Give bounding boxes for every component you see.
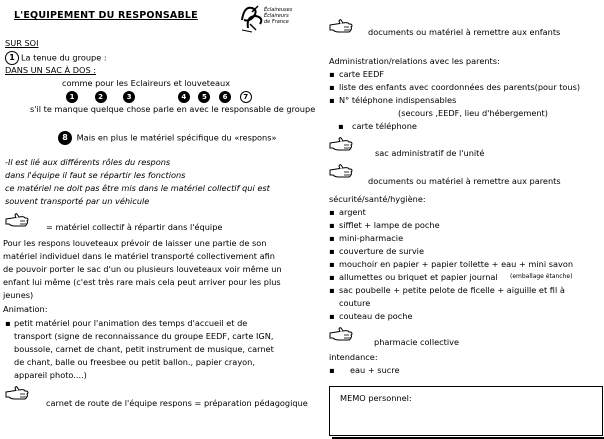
paragraph-line: matériel individuel dans le matériel transporté collectivement afin xyxy=(3,251,275,261)
bullet-icon: ▪ xyxy=(329,272,335,282)
securite-item: mouchoir en papier + papier toilette + eau + mini savon xyxy=(339,259,574,269)
page-title: L'EQUIPEMENT DU RESPONSABLE xyxy=(14,10,198,21)
admin-item: N° téléphone indispensables xyxy=(339,95,457,105)
memo-box[interactable] xyxy=(329,386,603,436)
carte-tel: carte téléphone xyxy=(352,121,417,131)
italic-line: souvent transporté par un véhicule xyxy=(5,196,150,206)
logo-text-line: Éclaireuses xyxy=(264,7,293,13)
number-badge: 7 xyxy=(240,91,252,103)
bullet-icon: ▪ xyxy=(5,318,11,328)
number-badge: 5 xyxy=(198,91,210,103)
hand-icon xyxy=(329,326,353,345)
paragraph-line: Pour les respons louveteaux prévoir de laisser une partie de son xyxy=(3,238,267,248)
logo-text-line: de France xyxy=(264,19,289,25)
paragraph-line: enfant lui même (c'est très rare mais cela peut arriver pour les plus xyxy=(3,277,281,287)
emballage-note: (emballage étanche) xyxy=(510,273,573,280)
hand-icon xyxy=(329,136,353,155)
docs-parents-label: documents ou matériel à remettre aux parents xyxy=(368,176,561,186)
paragraph-line: jeunes) xyxy=(3,290,34,300)
animation-item-line: boussole, carnet de chant, petit instrument de musique, carnet xyxy=(14,344,274,354)
bullet-icon: ▪ xyxy=(329,82,335,92)
sac-admin-label: sac administratif de l'unité xyxy=(375,148,485,158)
bullet-icon: ▪ xyxy=(329,259,335,269)
animation-item-line: de chant, balle ou freesbee ou petit ballon., papier crayon, xyxy=(14,357,255,367)
memo-label: MEMO personnel: xyxy=(340,393,412,403)
animation-item-line: petit matériel pour l'animation des temps d'accueil et de xyxy=(14,318,248,328)
tenue-line xyxy=(5,51,107,65)
intendance-item: eau + sucre xyxy=(350,365,400,375)
securite-heading: sécurité/santé/hygiène: xyxy=(329,194,426,204)
number-badge: 6 xyxy=(219,91,231,103)
number-badge: 1 xyxy=(5,51,19,65)
bullet-icon: ▪ xyxy=(329,365,335,375)
carnet-label: carnet de route de l'équipe respons = préparation pédagogique xyxy=(46,398,308,408)
collectif-label: = matériel collectif à répartir dans l'équipe xyxy=(46,222,223,232)
number-badge: 8 xyxy=(58,131,72,145)
securite-item: couteau de poche xyxy=(339,311,413,321)
si-te-manque-text: s'il te manque quelque chose parle en avec le responsable de groupe xyxy=(30,104,316,114)
admin-item: carte EEDF xyxy=(339,69,385,79)
animation-item-line: transport (signe de reconnaissance du groupe EEDF, carte IGN, xyxy=(14,331,274,341)
number-badge: 1 xyxy=(66,91,78,103)
securite-item: mini-pharmacie xyxy=(339,233,404,243)
mais-en-plus-text: Mais en plus le matériel spécifique du «respons» xyxy=(76,132,277,143)
comme-pour-text: comme pour les Eclaireurs et louveteaux xyxy=(62,78,231,88)
logo-text-line: Éclaireurs xyxy=(264,13,289,19)
bullet-icon: ▪ xyxy=(338,121,344,131)
pharmacie-label: pharmacie collective xyxy=(374,337,460,347)
bullet-icon: ▪ xyxy=(329,69,335,79)
sac-a-dos-heading: DANS UN SAC À DOS : xyxy=(5,65,97,75)
paragraph-line: de pouvoir porter le sac d'un ou plusieurs louveteaux voir même un xyxy=(3,264,282,274)
italic-line: -Il est lié aux différents rôles du respons xyxy=(5,157,171,167)
bullet-icon: ▪ xyxy=(329,95,335,105)
animation-heading: Animation: xyxy=(3,304,48,314)
bullet-icon: ▪ xyxy=(329,285,335,295)
number-badge: 4 xyxy=(178,91,190,103)
animation-item-line: appareil photo....) xyxy=(14,370,87,380)
bullet-icon: ▪ xyxy=(329,246,335,256)
docs-enfants-label: documents ou matériel à remettre aux enfants xyxy=(368,27,561,37)
italic-line: ce matériel ne doit pas être mis dans le matériel collectif qui est xyxy=(5,183,270,193)
bullet-icon: ▪ xyxy=(329,220,335,230)
admin-item: liste des enfants avec coordonnées des parents(pour tous) xyxy=(339,82,581,92)
intendance-heading: intendance: xyxy=(329,352,378,362)
hand-icon xyxy=(5,212,29,231)
bullet-icon: ▪ xyxy=(329,207,335,217)
number-badge: 3 xyxy=(123,91,135,103)
eedf-logo xyxy=(238,2,294,34)
circled-numbers-row xyxy=(66,91,254,103)
securite-item: argent xyxy=(339,207,366,217)
mais-en-plus-line xyxy=(58,131,277,145)
hand-icon xyxy=(329,18,353,37)
italic-line: dans l'équipe il faut se répartir les fonctions xyxy=(5,170,186,180)
admin-sub: (secours ,EEDF, lieu d'hébergement) xyxy=(398,108,548,118)
hand-icon xyxy=(5,385,29,404)
securite-item: allumettes ou briquet et papier journal xyxy=(339,272,498,282)
sur-soi-heading: SUR SOI xyxy=(5,38,39,48)
tenue-text: La tenue du groupe : xyxy=(21,52,107,63)
number-badge: 2 xyxy=(95,91,107,103)
bullet-icon: ▪ xyxy=(329,233,335,243)
bullet-icon: ▪ xyxy=(329,311,335,321)
securite-item: sac poubelle + petite pelote de ficelle + aiguille et fil à xyxy=(339,285,565,295)
securite-item: couverture de survie xyxy=(339,246,424,256)
securite-item: couture xyxy=(339,298,371,308)
admin-heading: Administration/relations avec les parents: xyxy=(329,56,500,66)
securite-item: sifflet + lampe de poche xyxy=(339,220,440,230)
hand-icon xyxy=(329,163,353,182)
